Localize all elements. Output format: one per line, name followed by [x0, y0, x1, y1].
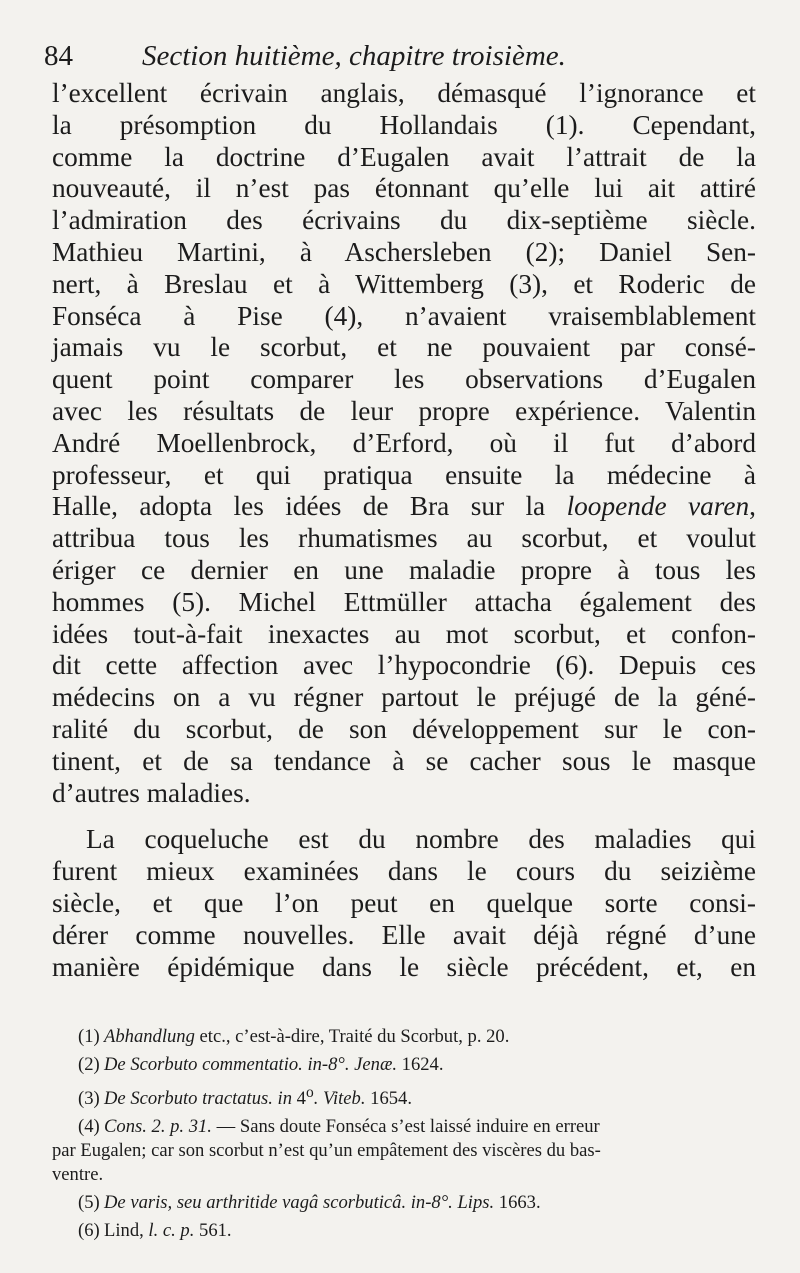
text-line: furent mieux examinées dans le cours du seizième — [52, 856, 756, 887]
text-line-14: Halle, adopta les idées de Bra sur la loopende varen, — [52, 491, 756, 522]
footnote-4-continued: par Eugalen; car son scorbut n’est qu’un empâtement des viscères du bas- — [52, 1140, 601, 1162]
paragraph-1 — [52, 78, 756, 491]
text-line: nert, à Breslau et à Wittemberg (3), et Roderic de — [52, 268, 756, 299]
text-line: hommes (5). Michel Ettmüller attacha également des — [52, 586, 756, 617]
footnotes — [52, 1025, 758, 1243]
footnote-3: (3) De Scorbuto tractatus. in 4$^o$. Viteb. 1654. — [78, 1084, 412, 1110]
footnote-6: (6) Lind, l. c. p. 561. — [78, 1220, 232, 1242]
text-line: Mathieu Martini, à Aschersleben (2); Daniel Sen- — [52, 236, 756, 267]
footnote-2: (2) De Scorbuto commentatio. in-8°. Jenæ. 1624. — [78, 1054, 444, 1075]
text-line: André Moellenbrock, d’Erford, où il fut d’abord — [52, 427, 756, 458]
text-line: idées tout-à-fait inexactes au mot scorbut, et confon- — [52, 618, 756, 649]
text-line: la présomption du Hollandais (1). Cependant, — [52, 109, 756, 140]
text-line: nouveauté, il n’est pas étonnant qu’elle lui ait attiré — [52, 173, 756, 204]
text-line: manière épidémique dans le siècle précédent, et, en — [52, 951, 756, 982]
running-title: Section huitième, chapitre troisième. — [142, 40, 566, 72]
text-line: Fonséca à Pise (4), n’avaient vraisemblablement — [52, 300, 756, 331]
page-header — [44, 38, 774, 74]
text-line: dit cette affection avec l’hypocondrie (6). Depuis ces — [52, 650, 756, 681]
text-line: ralité du scorbut, de son développement sur le con- — [52, 713, 756, 744]
main-text — [52, 78, 756, 983]
text-line: médecins on a vu régner partout le préjugé de la géné- — [52, 682, 756, 713]
paragraph-2 — [52, 824, 756, 983]
text-line: avec les résultats de leur propre expérience. Valentin — [52, 395, 756, 426]
text-line: quent point comparer les observations d’Eugalen — [52, 364, 756, 395]
italic-term: loopende varen — [566, 491, 750, 522]
text-line: professeur, et qui pratiqua ensuite la médecine à — [52, 459, 756, 490]
text-line: tinent, et de sa tendance à se cacher sous le masque — [52, 745, 756, 776]
paragraph-1-continued — [52, 523, 756, 809]
text-line: l’admiration des écrivains du dix-septième siècle. — [52, 205, 756, 236]
footnote-5: (5) De varis, seu arthritide vagâ scorbuticâ. in-8°. Lips. 1663. — [78, 1192, 541, 1214]
text-line: l’excellent écrivain anglais, démasqué l’ignorance et — [52, 78, 756, 108]
text-line: jamais vu le scorbut, et ne pouvaient par consé- — [52, 332, 756, 363]
footnote-4: (4) Cons. 2. p. 31. — Sans doute Fonséca s’est laissé induire en erreur — [78, 1116, 600, 1138]
text-line: siècle, et que l’on peut en quelque sorte consi- — [52, 887, 756, 918]
text-line: dérer comme nouvelles. Elle avait déjà régné d’une — [52, 919, 756, 950]
text-line: comme la doctrine d’Eugalen avait l’attrait de la — [52, 141, 756, 172]
footnote-1: (1) Abhandlung etc., c’est-à-dire, Traité du Scorbut, p. 20. — [78, 1026, 510, 1047]
footnote-4-end: ventre. — [52, 1164, 104, 1186]
page-number: 84 — [44, 40, 73, 72]
text-line: La coqueluche est du nombre des maladies qui — [86, 824, 756, 855]
text-line: attribua tous les rhumatismes au scorbut, et voulut — [52, 523, 756, 554]
text-line: ériger ce dernier en une maladie propre à tous les — [52, 554, 756, 585]
text-line: d’autres maladies. — [52, 777, 251, 808]
